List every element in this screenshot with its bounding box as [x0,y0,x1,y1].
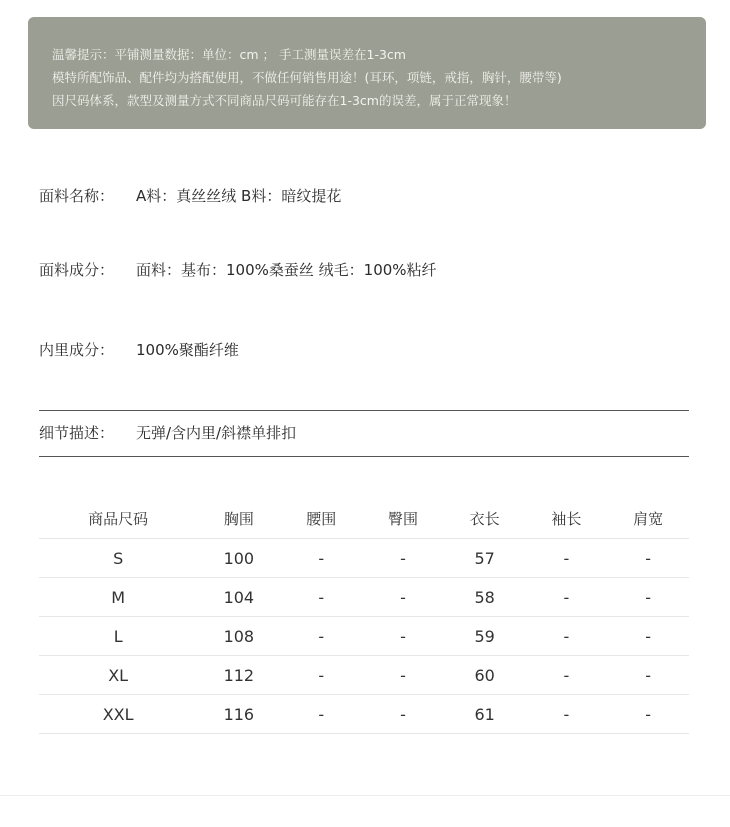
table-cell: 59 [444,617,526,656]
table-cell: - [280,656,362,695]
table-cell: 108 [197,617,280,656]
table-cell: - [607,656,689,695]
notice-line: 因尺码体系，款型及测量方式不同商品尺码可能存在1-3cm的误差，属于正常现象！ [52,93,517,108]
header-cell: 肩宽 [633,509,664,528]
lining-composition-label: 内里成分： [39,341,115,359]
table-row [39,539,689,578]
table-cell: - [526,656,608,695]
table-row [39,695,689,734]
table-row [39,656,689,695]
size-table-header [39,498,689,539]
fabric-composition-value: 面料：基布：100%桑蚕丝 绒毛：100%粘纤 [136,261,437,279]
notice-line: 模特所配饰品、配件均为搭配使用，不做任何销售用途！(耳环，项链，戒指，胸针，腰带等) [52,70,562,85]
header-cell: 袖长 [551,509,582,528]
table-cell: L [39,617,197,656]
detail-row [39,423,296,443]
table-cell: - [280,539,362,578]
table-cell: 116 [197,695,280,734]
table-cell: - [362,539,444,578]
header-cell: 商品尺码 [88,509,149,528]
table-cell: - [280,578,362,617]
table-cell: - [526,617,608,656]
table-cell: 61 [444,695,526,734]
table-cell: - [362,617,444,656]
table-cell: - [362,578,444,617]
table-cell: - [607,578,689,617]
header-cell: 衣长 [469,509,500,528]
table-cell: S [39,539,197,578]
table-row [39,617,689,656]
table-cell: - [526,578,608,617]
table-cell: 57 [444,539,526,578]
table-cell: - [362,695,444,734]
lining-composition-row [39,340,239,360]
table-cell: 112 [197,656,280,695]
fabric-name-value: A料：真丝丝绒 B料：暗纹提花 [136,187,342,205]
table-cell: - [280,617,362,656]
table-cell: - [362,656,444,695]
page-bottom-divider [0,795,730,796]
table-cell: - [607,617,689,656]
table-cell: XXL [39,695,197,734]
detail-label: 细节描述： [39,424,115,442]
fabric-name-row [39,186,341,206]
divider [39,410,689,411]
table-cell: 60 [444,656,526,695]
notice-box [28,17,706,129]
table-cell: M [39,578,197,617]
notice-line: 温馨提示：平铺测量数据：单位：cm ； 手工测量误差在1-3cm [52,47,406,62]
table-row [39,578,689,617]
table-cell: 104 [197,578,280,617]
fabric-name-label: 面料名称： [39,187,115,205]
size-table [39,498,689,734]
table-cell: XL [39,656,197,695]
table-cell: 100 [197,539,280,578]
header-cell: 腰围 [306,509,337,528]
header-cell: 胸围 [223,509,254,528]
table-cell: - [526,695,608,734]
detail-value: 无弹/含内里/斜襟单排扣 [136,424,297,442]
lining-composition-value: 100%聚酯纤维 [136,341,239,359]
fabric-composition-label: 面料成分： [39,261,115,279]
header-cell: 臀围 [387,509,418,528]
fabric-composition-row [39,260,437,280]
table-cell: - [607,695,689,734]
table-cell: - [526,539,608,578]
table-cell: - [607,539,689,578]
divider [39,456,689,457]
table-cell: - [280,695,362,734]
table-cell: 58 [444,578,526,617]
